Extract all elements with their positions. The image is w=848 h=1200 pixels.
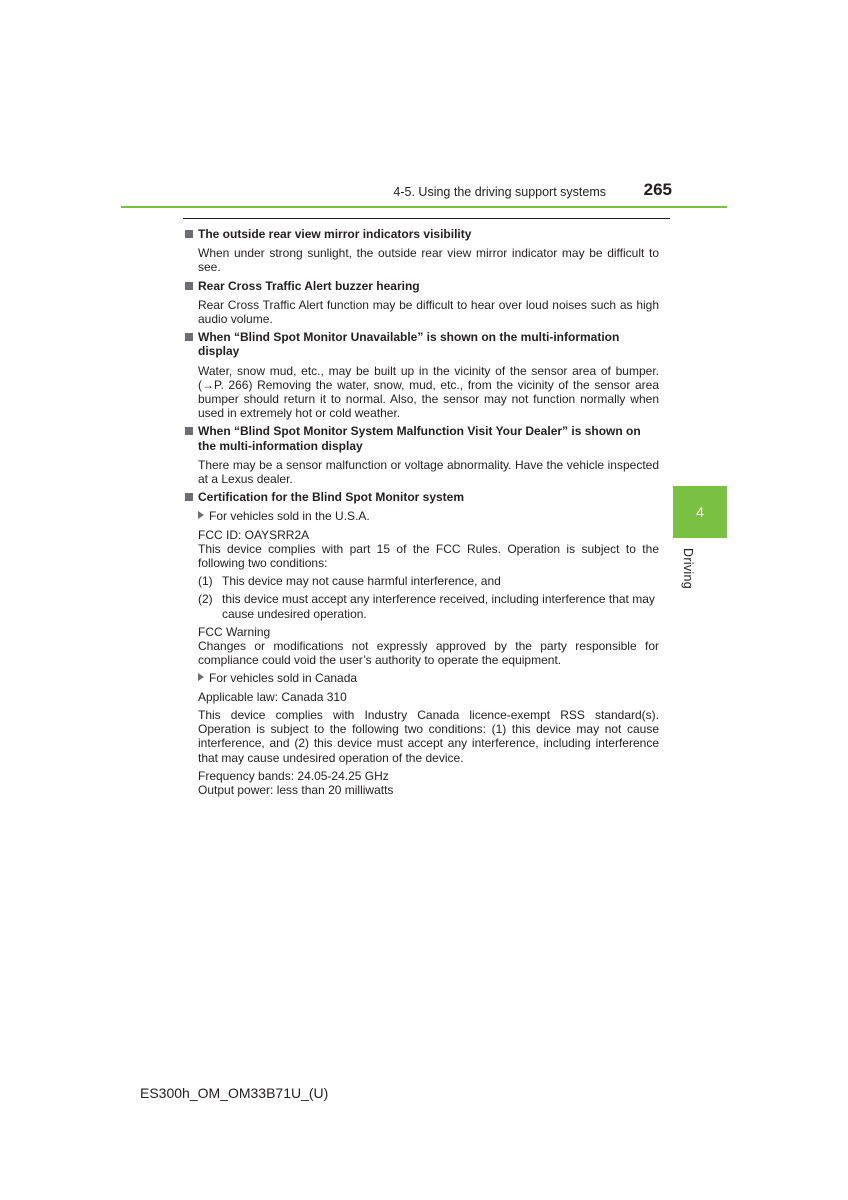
heading-text: The outside rear view mirror indicators visibility (198, 227, 472, 241)
usa-block (185, 528, 659, 571)
section-body: There may be a sensor malfunction or voltage abnormality. Have the vehicle inspected at a Lexus dealer. (198, 457, 659, 487)
section-mirror-visibility (185, 227, 659, 275)
condition-number: (2) (198, 592, 213, 607)
fcc-warning-title: FCC Warning (198, 624, 271, 639)
section-heading (185, 490, 659, 504)
square-bullet-icon (185, 333, 193, 341)
fcc-id: FCC ID: OAYSRR2A (198, 527, 310, 542)
section-heading (185, 330, 659, 358)
section-body: Rear Cross Traffic Alert function may be difficult to hear over loud noises such as high audio volume. (198, 297, 659, 327)
canada-subheading (185, 671, 659, 685)
heading-text: Certification for the Blind Spot Monitor system (198, 490, 465, 505)
square-bullet-icon (185, 230, 193, 238)
section-heading (185, 424, 659, 452)
page-content (185, 227, 659, 801)
condition-item (185, 592, 659, 620)
fcc-warning-text: Changes or modifications not expressly approved by the party responsible for compliance could void the user’s authority to operate the equipment. (198, 639, 659, 668)
section-rcta-buzzer (185, 279, 659, 327)
heading-text: When “Blind Spot Monitor Unavailable” is shown on the multi-information display (198, 330, 620, 359)
heading-text: Rear Cross Traffic Alert buzzer hearing (198, 278, 420, 293)
section-heading (185, 227, 659, 241)
condition-number: (1) (198, 574, 213, 589)
fcc-warning-block (185, 625, 659, 668)
square-bullet-icon (185, 493, 193, 501)
output-power: Output power: less than 20 milliwatts (198, 782, 394, 797)
canada-text: This device complies with Industry Canada licence-exempt RSS standard(s). Operation is subject to the following two conditions: (1) this device may not cause interference, and (2) this device must accept any interference, including interference that may cause undesired operation of the device. (198, 707, 659, 765)
fcc-intro: This device complies with part 15 of the FCC Rules. Operation is subject to the following two conditions: (198, 541, 659, 571)
usa-label: For vehicles sold in the U.S.A. (209, 509, 370, 524)
document-code: ES300h_OM_OM33B71U_(U) (140, 1085, 329, 1101)
chapter-number: 4 (696, 504, 704, 520)
canada-law: Applicable law: Canada 310 (198, 689, 347, 704)
section-title: 4-5. Using the driving support systems (393, 185, 606, 199)
square-bullet-icon (185, 427, 193, 435)
frequency-bands: Frequency bands: 24.05-24.25 GHz (198, 768, 389, 783)
section-body: Water, snow mud, etc., may be built up in the vicinity of the sensor area of bumper. (→P. 266) Removing the water, snow, mud, etc., from the vicinity of the sensor area bumper should return it to normal. Also, the sensor may not function normally when used in extremely hot or cold weather. (198, 363, 659, 421)
header-rule-green (121, 206, 727, 208)
chapter-tab (673, 486, 727, 538)
section-bsm-unavailable (185, 330, 659, 420)
section-bsm-malfunction (185, 424, 659, 486)
triangle-bullet-icon (198, 511, 204, 519)
square-bullet-icon (185, 282, 193, 290)
usa-subheading (185, 509, 659, 523)
condition-text: this device must accept any interference received, including interference that may cause undesired operation. (222, 592, 655, 621)
section-body: When under strong sunlight, the outside rear view mirror indicator may be difficult to see. (198, 246, 659, 275)
chapter-label: Driving (681, 548, 695, 589)
condition-item (185, 574, 659, 588)
canada-label: For vehicles sold in Canada (209, 671, 358, 686)
triangle-bullet-icon (198, 673, 204, 681)
condition-text: This device may not cause harmful interference, and (222, 574, 501, 589)
section-certification (185, 490, 659, 797)
header-rule-dark (183, 218, 670, 219)
canada-block (185, 690, 659, 797)
heading-text: When “Blind Spot Monitor System Malfunction Visit Your Dealer” is shown on the multi-information display (198, 424, 641, 453)
page-number: 265 (643, 180, 672, 199)
section-heading (185, 279, 659, 293)
